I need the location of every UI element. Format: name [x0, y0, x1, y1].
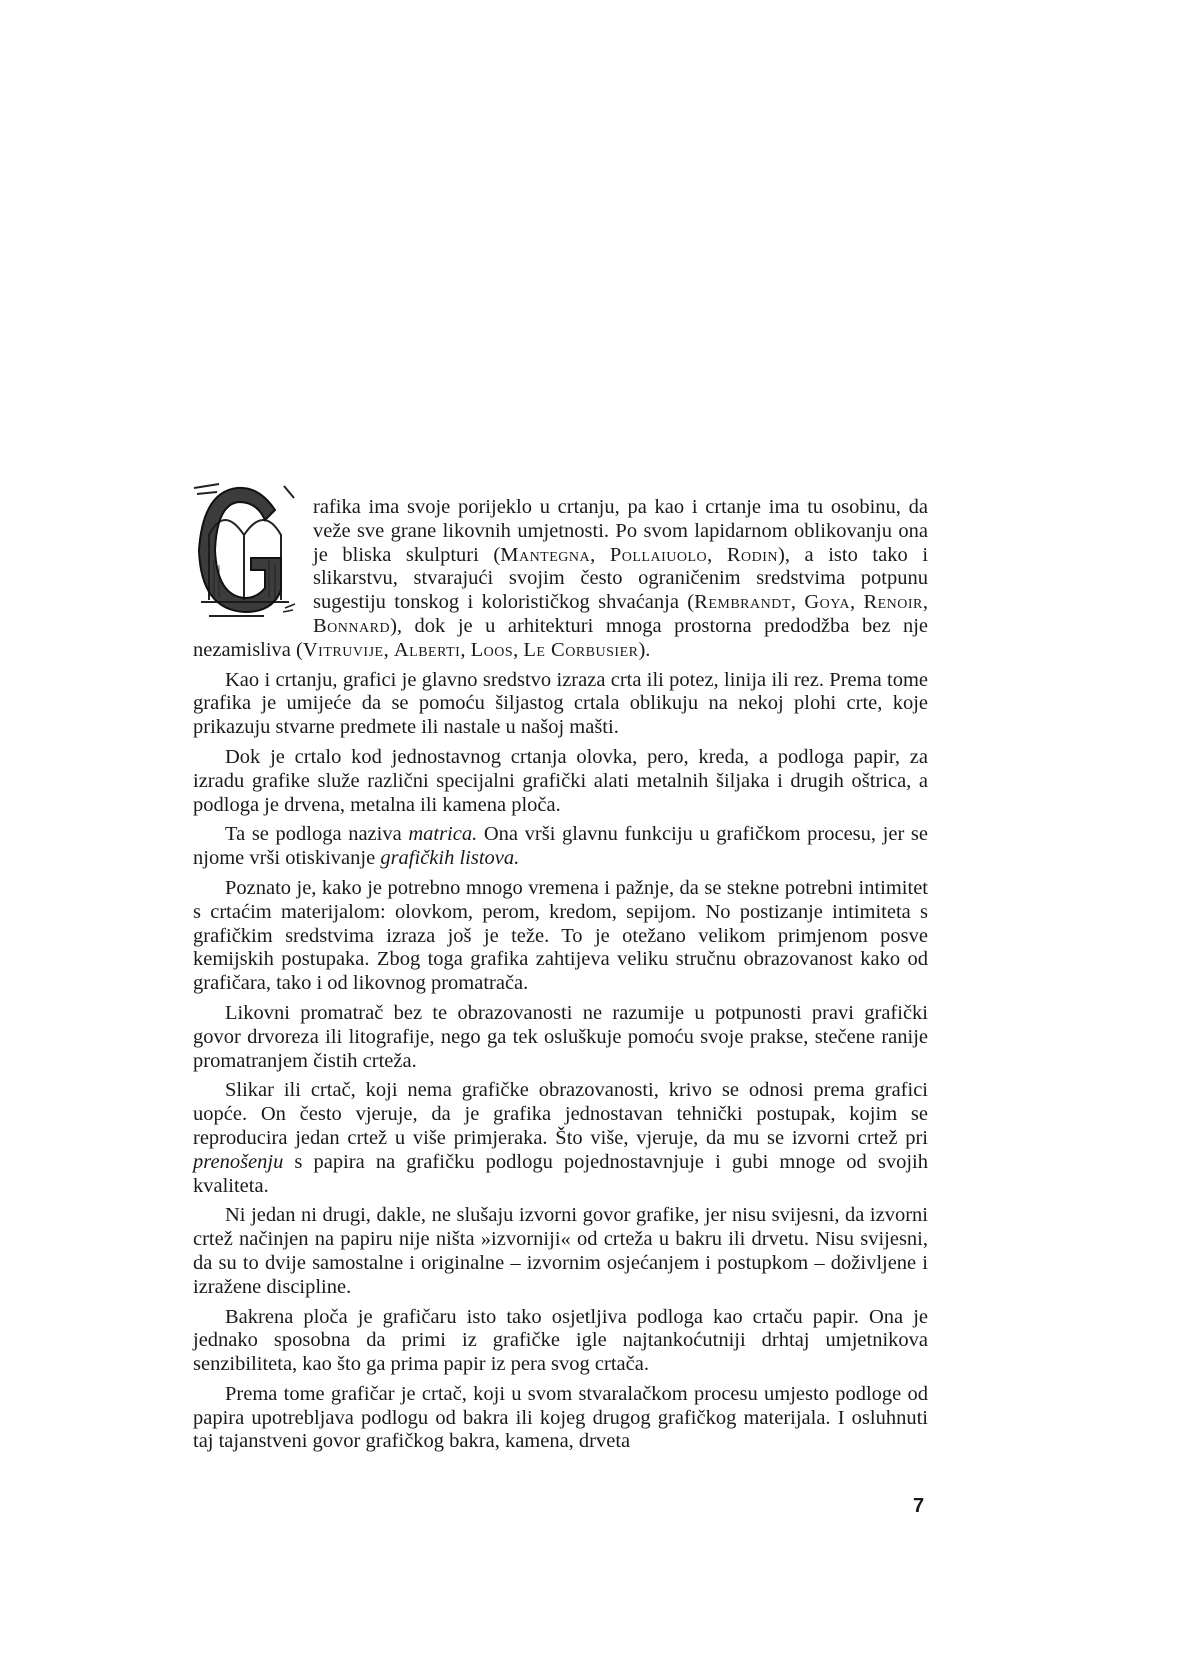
paragraph-1	[193, 496, 928, 663]
paragraph-3: Dok je crtalo kod jednostavnog crtanja olovka, pero, kreda, a podloga papir, za izradu grafike služe različni specijalni grafički alati metalnih šiljaka i drugih oštrica, a podloga je drvena, metalna ili kamena ploča.	[193, 745, 928, 816]
p4-text-a: Ta se podloga naziva	[225, 823, 409, 846]
artist-name: Bonnard	[313, 614, 391, 637]
separator: ,	[849, 591, 864, 614]
artist-name: Pollaiuolo	[609, 543, 708, 566]
architect-name: Le Corbusier	[523, 638, 639, 661]
artist-name: Goya	[804, 591, 850, 614]
separator: ,	[922, 591, 929, 614]
architect-name: Loos	[470, 638, 514, 661]
p4-text-b: Ona vrši glavnu funkciju u grafičkom procesu, jer se njome vrši otiskivanje	[193, 823, 928, 870]
body-text	[193, 496, 928, 1460]
architect-name: Alberti	[393, 638, 461, 661]
term-prenosenju: prenošenju	[193, 1150, 284, 1173]
paragraph-8: Ni jedan ni drugi, dakle, ne slušaju izvorni govor grafike, jer nisu svijesni, da izvorni crtež načinjen na papiru nije ništa »izvorniji« od crteža u bakru ili drvetu. Nisu svijesni, da su to dvije samostalne i originalne – izvornim osjećanjem i postupkom – doživljene i izražene discipline.	[193, 1204, 928, 1298]
separator: ,	[460, 638, 471, 661]
p1-text-c: ), dok je u arhitekturi mnoga prostorna predodžba bez nje nezamisliva (	[193, 614, 928, 661]
term-matrica: matrica.	[408, 823, 478, 846]
p1-text-d: ).	[638, 638, 651, 661]
paragraph-7	[193, 1079, 928, 1198]
p7-text-b: s papira na grafičku podlogu pojednostavnjuje i gubi mnoge od svojih kvaliteta.	[193, 1150, 928, 1197]
dropcap-illustration	[189, 480, 299, 620]
ornamental-initial-G-icon	[189, 480, 299, 620]
artist-name: Mantegna	[500, 543, 591, 566]
paragraph-6: Likovni promatrač bez te obrazovanosti ne razumije u potpunosti pravi grafički govor drvoreza ili litografije, nego ga tek osluškuje pomoću svoje prakse, stečene ranije promatranjem čistih crteža.	[193, 1001, 928, 1072]
architect-name: Vitruvije	[302, 638, 384, 661]
paragraph-5: Poznato je, kako je potrebno mnogo vremena i pažnje, da se stekne potrebni intimitet s crtaćim materijalom: olovkom, perom, kredom, sepijom. No postizanje intimiteta s grafičkim sredstvima izraza još je teže. To je otežano velikom primjenom posve kemijskih postupaka. Zbog toga grafika zahtijeva veliku stručnu obrazovanost kako od grafičara, tako i od likovnog promatrača.	[193, 876, 928, 995]
artist-name: Rodin	[726, 543, 779, 566]
p1-text-a: rafika ima svoje porijeklo u crtanju, pa kao i crtanje ima tu osobinu, da veže sve grane likovnih umjetnosti. Po svom lapidarnom oblikovanju ona je bliska skulpturi (	[313, 496, 928, 566]
separator: ,	[707, 543, 727, 566]
term-graficki-listovi: grafičkih listova.	[380, 847, 520, 870]
separator: ,	[790, 591, 805, 614]
p7-text-a: Slikar ili crtač, koji nema grafičke obrazovanosti, krivo se odnosi prema grafici uopće. On često vjeruje, da je grafika jednostavan tehnički postupak, kojim se reproducira jedan crtež u više primjeraka. Što više, vjeruje, da mu se izvorni crtež pri	[193, 1079, 928, 1149]
separator: ,	[590, 543, 610, 566]
separator: ,	[383, 638, 394, 661]
page-number: 7	[913, 1495, 925, 1517]
artist-name: Rembrandt	[694, 591, 791, 614]
artist-name: Renoir	[863, 591, 923, 614]
p1-text-b: ), a isto tako i slikarstvu, stvarajući svojim često ograničenim sredstvima potpunu sugestiju tonskog i kolorističkog shvaćanja (	[313, 543, 929, 614]
paragraph-4	[193, 823, 928, 871]
separator: ,	[513, 638, 524, 661]
paragraph-10: Prema tome grafičar je crtač, koji u svom stvaralačkom procesu umjesto podloge od papira upotrebljava podlogu od bakra ili kojeg drugog grafičkog materijala. I osluhnuti taj tajanstveni govor grafičkog bakra, kamena, drveta	[193, 1382, 928, 1453]
paragraph-9: Bakrena ploča je grafičaru isto tako osjetljiva podloga kao crtaču papir. Ona je jednako sposobna da primi iz grafičke igle najtankoćutniji drhtaj umjetnikova senzibiliteta, kao što ga prima papir iz pera svog crtača.	[193, 1305, 928, 1376]
paragraph-2: Kao i crtanju, grafici je glavno sredstvo izraza crta ili potez, linija ili rez. Prema tome grafika je umijeće da se pomoću šiljastog crtala oblikuju na nekoj plohi crte, koje prikazuju stvarne predmete ili nastale u našoj mašti.	[193, 668, 928, 739]
